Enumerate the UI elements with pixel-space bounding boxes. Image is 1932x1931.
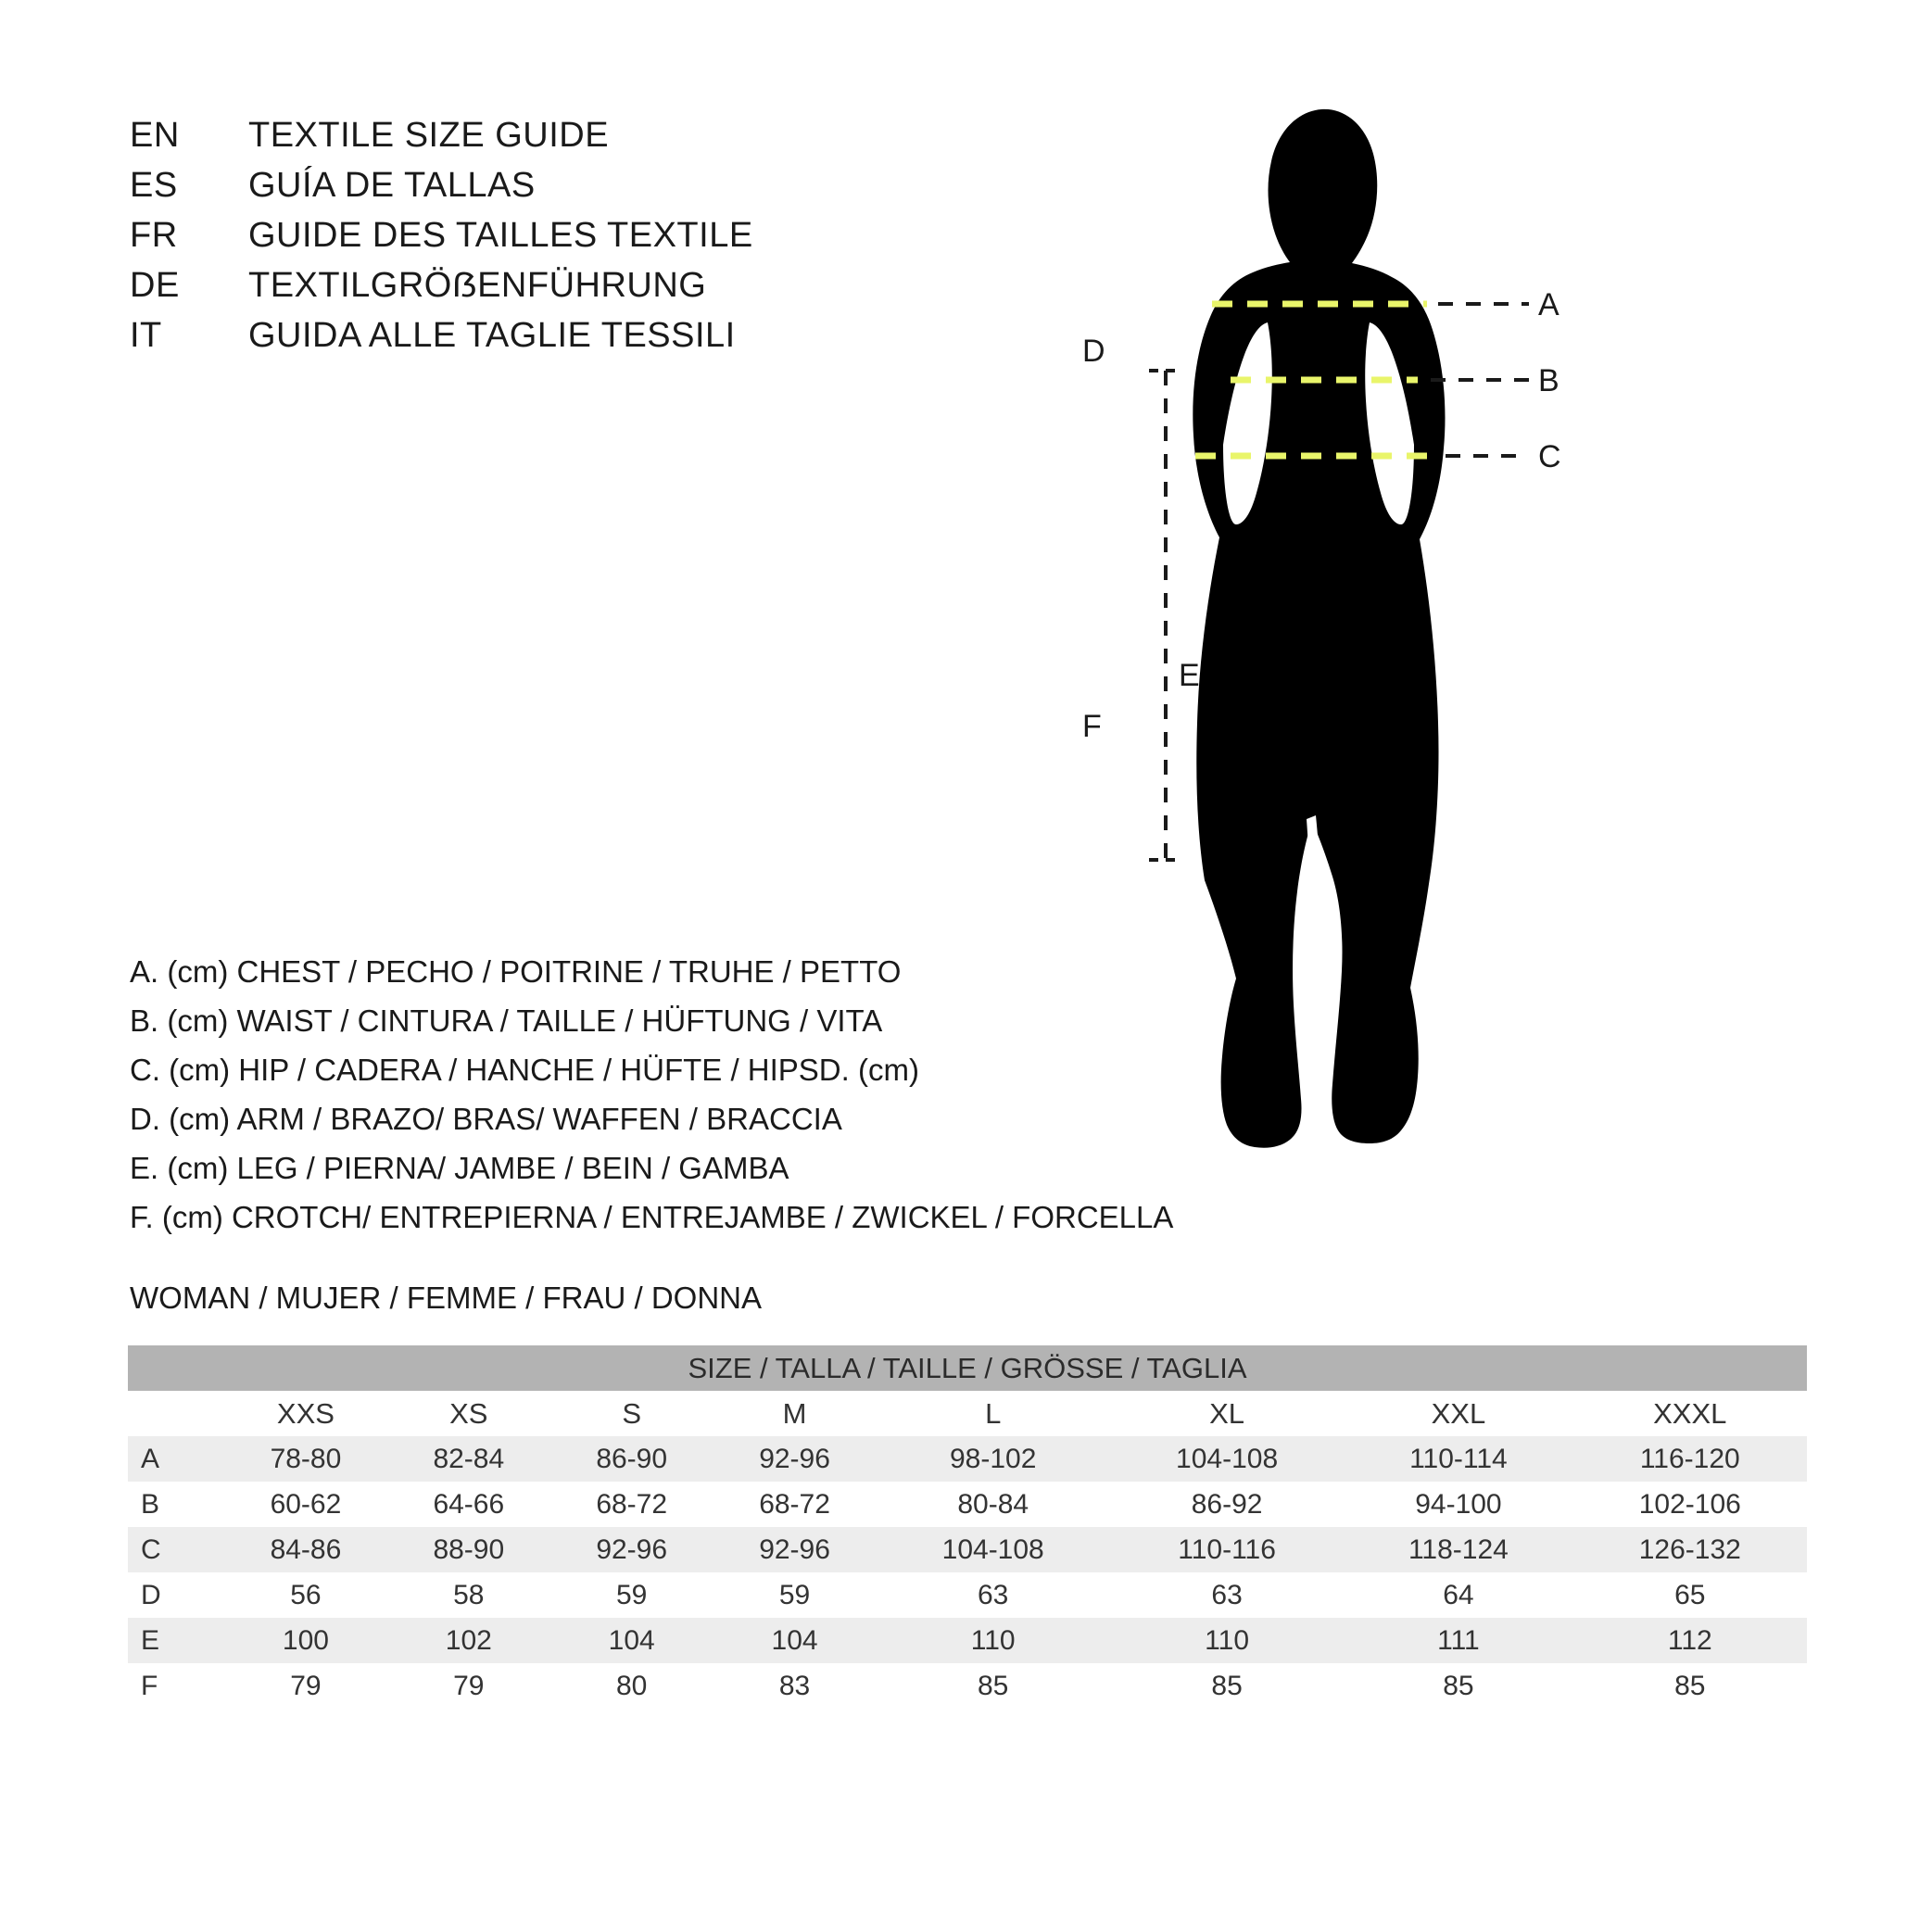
- cell-e-xxl: 111: [1437, 1624, 1480, 1656]
- dim-label-b: B: [1538, 363, 1559, 398]
- cell-e-xl: 110: [1205, 1624, 1249, 1656]
- cell-c-xl: 110-116: [1178, 1533, 1276, 1565]
- legend-item-e: E. (cm) LEG / PIERNA/ JAMBE / BEIN / GAMBA: [130, 1151, 789, 1185]
- row-key-c: C: [141, 1533, 161, 1565]
- cell-d-xs: 58: [453, 1579, 485, 1610]
- cell-c-xs: 88-90: [433, 1533, 505, 1565]
- cell-a-m: 92-96: [759, 1443, 830, 1474]
- table-header-row: [128, 1391, 1807, 1436]
- cell-b-xl: 86-92: [1191, 1488, 1263, 1520]
- cell-b-xxl: 94-100: [1415, 1488, 1502, 1520]
- title-row: [130, 316, 964, 366]
- dim-label-e: E: [1179, 658, 1200, 693]
- title-lang-en: EN: [130, 116, 180, 155]
- size-col-s: S: [622, 1396, 642, 1430]
- title-block: [130, 116, 964, 366]
- table-row: [128, 1618, 1807, 1663]
- table-row: [128, 1482, 1807, 1527]
- row-key-d: D: [141, 1579, 161, 1610]
- cell-c-xxxl: 126-132: [1638, 1533, 1741, 1565]
- cell-b-xxs: 60-62: [270, 1488, 342, 1520]
- size-col-xxxl: XXXL: [1653, 1396, 1727, 1430]
- row-key-b: B: [141, 1488, 160, 1520]
- cell-d-s: 59: [616, 1579, 648, 1610]
- cell-c-l: 104-108: [941, 1533, 1044, 1565]
- title-lang-it: IT: [130, 316, 162, 355]
- size-col-xl: XL: [1209, 1396, 1245, 1430]
- cell-b-xxxl: 102-106: [1638, 1488, 1741, 1520]
- legend-item-b: B. (cm) WAIST / CINTURA / TAILLE / HÜFTUNG / VITA: [130, 1003, 883, 1038]
- title-row: [130, 266, 964, 316]
- cell-f-m: 83: [778, 1670, 811, 1701]
- cell-c-m: 92-96: [759, 1533, 830, 1565]
- title-text-it: GUIDA ALLE TAGLIE TESSILI: [248, 316, 736, 355]
- cell-e-xxs: 100: [282, 1624, 329, 1656]
- legend-block: [130, 954, 1242, 1249]
- title-text-es: GUÍA DE TALLAS: [248, 166, 536, 205]
- table-row: [128, 1572, 1807, 1618]
- cell-c-xxs: 84-86: [270, 1533, 342, 1565]
- cell-d-xxxl: 65: [1674, 1579, 1706, 1610]
- cell-a-s: 86-90: [596, 1443, 668, 1474]
- dim-label-d: D: [1082, 334, 1105, 369]
- cell-e-xs: 102: [445, 1624, 492, 1656]
- dim-label-f: F: [1082, 709, 1102, 744]
- legend-item-c: C. (cm) HIP / CADERA / HANCHE / HÜFTE / HIPSD. (cm): [130, 1053, 919, 1087]
- cell-a-xxl: 110-114: [1409, 1443, 1508, 1474]
- cell-e-xxxl: 112: [1667, 1624, 1712, 1656]
- cell-b-m: 68-72: [759, 1488, 830, 1520]
- bracket-d: [1093, 248, 1101, 508]
- table-band-header: [128, 1345, 1807, 1391]
- bracket-f: [1093, 508, 1101, 890]
- cell-f-xs: 79: [453, 1670, 485, 1701]
- cell-a-xxxl: 116-120: [1639, 1443, 1740, 1474]
- cell-f-l: 85: [978, 1670, 1009, 1701]
- cell-c-xxl: 118-124: [1408, 1533, 1509, 1565]
- title-row: [130, 116, 964, 166]
- legend-item-d: D. (cm) ARM / BRAZO/ BRAS/ WAFFEN / BRACCIA: [130, 1102, 842, 1136]
- cell-e-l: 110: [970, 1624, 1016, 1656]
- table-row: [128, 1527, 1807, 1572]
- gender-label: WOMAN / MUJER / FEMME / FRAU / DONNA: [130, 1281, 762, 1315]
- cell-b-l: 80-84: [957, 1488, 1029, 1520]
- table-corner-cell: [128, 1391, 224, 1436]
- band-header-label: SIZE / TALLA / TAILLE / GRÖSSE / TAGLIA: [688, 1351, 1247, 1384]
- cell-a-xs: 82-84: [433, 1443, 505, 1474]
- cell-b-xs: 64-66: [433, 1488, 505, 1520]
- cell-d-xl: 63: [1211, 1579, 1243, 1610]
- title-lang-fr: FR: [130, 216, 178, 255]
- title-lang-de: DE: [130, 266, 180, 305]
- dim-label-a: A: [1538, 287, 1559, 322]
- cell-d-l: 63: [978, 1579, 1009, 1610]
- size-col-xxs: XXS: [276, 1396, 335, 1430]
- table-row: [128, 1663, 1807, 1709]
- cell-d-xxs: 56: [290, 1579, 322, 1610]
- legend-item-f: F. (cm) CROTCH/ ENTREPIERNA / ENTREJAMBE / ZWICKEL / FORCELLA: [130, 1200, 1174, 1234]
- cell-a-xxs: 78-80: [270, 1443, 342, 1474]
- size-col-l: L: [985, 1396, 1002, 1430]
- cell-a-l: 98-102: [949, 1443, 1037, 1474]
- title-text-fr: GUIDE DES TAILLES TEXTILE: [248, 216, 753, 255]
- cell-e-m: 104: [771, 1624, 818, 1656]
- cell-c-s: 92-96: [596, 1533, 668, 1565]
- cell-d-xxl: 64: [1443, 1579, 1474, 1610]
- row-key-f: F: [141, 1670, 158, 1701]
- cell-f-xxs: 79: [290, 1670, 322, 1701]
- bracket-e: [1149, 371, 1182, 860]
- size-col-m: M: [782, 1396, 807, 1430]
- cell-f-xxl: 85: [1443, 1670, 1474, 1701]
- title-text-en: TEXTILE SIZE GUIDE: [248, 116, 610, 155]
- cell-f-xl: 85: [1211, 1670, 1243, 1701]
- cell-d-m: 59: [778, 1579, 811, 1610]
- title-lang-es: ES: [130, 166, 178, 205]
- title-row: [130, 216, 964, 266]
- table-row: [128, 1436, 1807, 1482]
- row-key-e: E: [141, 1624, 160, 1656]
- dim-label-c: C: [1538, 439, 1561, 474]
- size-col-xxl: XXL: [1431, 1396, 1486, 1430]
- cell-f-xxxl: 85: [1674, 1670, 1706, 1701]
- cell-e-s: 104: [608, 1624, 655, 1656]
- cell-a-xl: 104-108: [1176, 1443, 1279, 1474]
- cell-b-s: 68-72: [596, 1488, 668, 1520]
- size-col-xs: XS: [449, 1396, 488, 1430]
- title-text-de: TEXTILGRÖẞENFÜHRUNG: [248, 266, 707, 305]
- legend-item-a: A. (cm) CHEST / PECHO / POITRINE / TRUHE / PETTO: [130, 954, 902, 989]
- cell-f-s: 80: [616, 1670, 648, 1701]
- row-key-a: A: [141, 1443, 160, 1474]
- title-row: [130, 166, 964, 216]
- size-table: [128, 1345, 1807, 1709]
